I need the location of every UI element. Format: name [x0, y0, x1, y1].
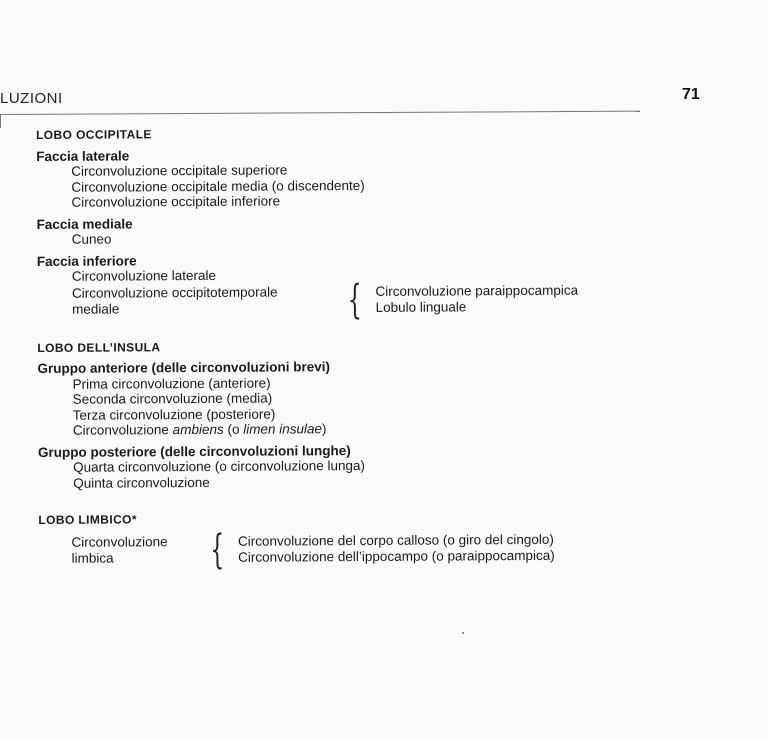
brace-group	[37, 276, 657, 323]
group-title: Faccia laterale	[36, 147, 130, 164]
page-number: 71	[682, 86, 700, 103]
section-lobo-insula	[37, 337, 658, 491]
list-item: Circonvoluzione paraippocampica	[375, 282, 579, 299]
group-anteriore	[37, 357, 657, 438]
group-title: Gruppo posteriore (delle circonvoluzioni lunghe)	[37, 442, 351, 460]
list-item: Circonvoluzione occipitale superiore	[71, 162, 288, 179]
header-rule	[0, 111, 640, 115]
list-item: Lobulo linguale	[375, 298, 467, 315]
group-faccia-inferiore	[36, 250, 657, 323]
list-item: Circonvoluzione	[71, 534, 168, 550]
list-item: Circonvoluzione laterale	[71, 267, 217, 284]
lobe-title: LOBO OCCIPITALE	[36, 127, 152, 142]
italic-term: ambiens	[172, 421, 224, 438]
italic-term: limen insulae	[243, 421, 323, 437]
group-title: Faccia inferiore	[36, 252, 137, 269]
print-speck	[462, 632, 464, 634]
text-span: (o	[223, 421, 244, 437]
list-item: Prima circonvoluzione (anteriore)	[72, 375, 271, 392]
list-item: limbica	[71, 550, 114, 566]
group-title: Faccia mediale	[36, 215, 133, 232]
brace-group	[38, 526, 658, 573]
brace-left	[37, 284, 334, 317]
list-item: mediale	[72, 300, 120, 317]
group-faccia-laterale	[36, 145, 656, 211]
list-item: Quarta circonvoluzione (o circonvoluzione lunga)	[73, 457, 366, 475]
group-faccia-mediale	[37, 213, 657, 248]
brace-left	[71, 534, 196, 566]
brace-right	[375, 283, 578, 315]
text-span: )	[321, 421, 327, 437]
list-item: Circonvoluzione occipitale inferiore	[71, 193, 281, 210]
list-item: Quinta circonvoluzione	[73, 474, 210, 491]
group-posteriore	[38, 441, 658, 491]
list-item: Circonvoluzione occipitotemporale	[71, 284, 278, 301]
group-title: Gruppo anteriore (delle circonvoluzioni brevi)	[37, 359, 331, 376]
section-lobo-limbico	[38, 509, 658, 573]
content	[36, 124, 659, 589]
list-item: Circonvoluzione occipitale media (o discendente)	[71, 177, 365, 195]
brace-right	[238, 532, 555, 565]
running-head: LUZIONI	[0, 90, 63, 107]
list-item: Cuneo	[71, 231, 112, 247]
list-item: Seconda circonvoluzione (media)	[72, 390, 273, 407]
section-lobo-occipitale	[36, 124, 657, 323]
list-item: Terza circonvoluzione (posteriore)	[72, 406, 276, 423]
curly-brace-icon: {	[347, 276, 362, 323]
lobe-title: LOBO LIMBICO*	[38, 512, 137, 527]
text-span: Circonvoluzione	[72, 422, 173, 438]
list-item: Circonvoluzione dell’ippocampo (o paraippocampica)	[238, 547, 555, 565]
frame-edge	[0, 114, 1, 128]
list-item: Circonvoluzione del corpo calloso (o giro del cingolo)	[237, 531, 554, 549]
curly-brace-icon: {	[210, 526, 225, 573]
list-item	[38, 419, 658, 438]
lobe-title: LOBO DELL’INSULA	[37, 339, 161, 355]
